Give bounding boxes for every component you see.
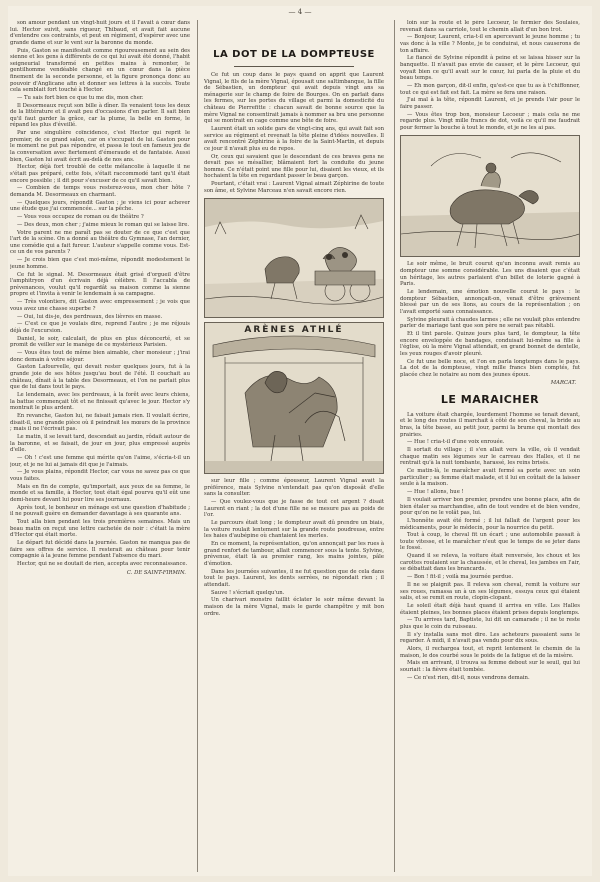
story-text [400,412,580,682]
paragraph: — Je vous plains, répondit Hector, car vous ne savez pas ce que vous faites. [10,469,190,482]
paragraph: Tout à coup, le cheval fit un écart ; une automobile passait à toute vitesse, et le maraîcher n'eut que le temps de se jeter dans le fossé. [400,532,580,552]
paragraph: — Des deux, mon cher ; j'aime mieux le roman qui se laisse lire. [17,221,190,228]
paragraph: Hector, déjà fort troublé de cette mélancolie à laquelle il ne s'était pas préparé, cette fois, s'était raccommodé tant qu'il était encore possible ; il dit pour s'excuser de ce qu'il savait bien. [10,164,190,184]
paragraph: La voiture était chargée, lourdement l'homme se tenait devant, et le long des routes il marchait à côté de son cheval, la bride au bras, la tête basse, au petit jour, parmi la brume qui montait des prairies. [400,411,580,438]
author-signature: MARCAT. [550,380,576,387]
paragraph: — Combien de temps vous resterez-vous, mon cher hôte ? demanda M. Desormeaux en charmant. [10,185,190,198]
column-rule [197,20,198,872]
paragraph: Tout alla bien pendant les trois premières semaines. Mais un beau matin on reçut une lettre cachetée de noir : c'était la mère d'Hector qui était morte. [10,519,190,539]
paragraph: Le lendemain, avec les perdreaux, à la forêt avec leurs chiens, la battue commençait tôt et ne finissait qu'avec le jour. Hector s'y montrait le plus ardent. [10,392,190,412]
paragraph: Il voulait arriver bon premier, prendre une bonne place, afin de bien étaler sa marchandise, afin de tout vendre et de bien vendre, pour qu'on ne le volât pas, lui. [400,496,580,517]
paragraph: Hector, qui ne se doutait de rien, accepta avec reconnaissance. [17,560,188,567]
column-3 [400,20,580,872]
paragraph: — Vous êtes tout de même bien aimable, cher monsieur ; j'irai donc demain à votre séjour. [10,350,190,363]
paragraph: Le parcours était long ; le dompteur avait dû prendre un biais, la voiture roulait lentement sur la grande route poudreuse, entre les haies d'aubépine où chantaient les merles. [204,520,384,540]
paragraph: — Tu sais fort bien ce que tu me dis, mon cher. [17,94,144,101]
illustration-horseman [400,135,580,257]
paragraph: Et il tint parole. Quinze jours plus tard, le dompteur, la tête encore enveloppée de bandages, conduisait lui-même sa fille à l'église, où la mère Vignal attendait, en grand bonnet de dentelle, les yeux rouges d'avoir pleuré. [400,330,580,357]
paragraph: Mais en fin de compte, qu'importait, aux yeux de sa femme, le monde et sa famille, à Hector, tout était égal pourvu qu'il eût une demi-heure devant lui pour lire ses journaux. [10,483,190,503]
story-text-continued [400,261,580,378]
column-2 [204,20,384,872]
paragraph: — Eh mon garçon, dit-il enfin, qu'est-ce que tu as à t'chiffonner, tout ce qui est fait est fait. La mère se fera une raison. [400,82,580,96]
arena-engraving [205,323,383,473]
paragraph: — Bonjour, Laurent, cria-t-il en apercevant le jeune homme ; tu vas donc à la ville ? Monte, je te conduirai, et nous causerons de ton affaire. [400,34,580,54]
paragraph: — Vous vous occupez de roman ou de théâtre ? [17,214,144,221]
paragraph: Il ne se plaignit pas. Il releva son cheval, remit la voiture sur ses roues, ramassa un à un ses légumes, essuya ceux qui étaient salis, et se remit en route, clopin-clopant. [400,582,580,602]
paragraph: — Très volontiers, dit Gaston avec empressement ; je vois que vous avez une chasse superbe ? [10,299,190,312]
paragraph: Gaston Lafourvelle, qui devait rester quelques jours, fut à la grande joie de ses hôtes jusqu'au bout de l'été. Il couchait au château, dînait à la table des Desormeaux, et l'on ne parlait plus que de lui dans tout le pays. [10,364,190,391]
paragraph: Daniel, le soir, calculait, de plus en plus déconcerté, et se promit de veiller sur le manège de ce mystérieux Parisien. [10,335,190,349]
horseman-engraving [401,136,579,256]
paragraph: Après tout, le bonheur en ménage est une question d'habitude ; il ne pouvait guère en demander davantage à ses quarante ans. [10,504,190,518]
paragraph: Sylvine pleurait à chaudes larmes ; elle ne voulait plus entendre parler de mariage tant que son père ne serait pas rétabli. [400,316,580,330]
paragraph: Or, ceux qui savaient que le descendant de ces braves gens ne devait pas se mésallier, blâmaient fort la conduite du jeune homme. Ce n'était point une fille pour lui, disaient les vieux, et ils hochaient la tête en regardant passer le beau garçon. [204,153,384,180]
story-text-continued [204,478,384,617]
paragraph: L'honnête avait été formé ; il lui fallait de l'argent pour les médicaments, pour le médecin, pour la nourrice du petit. [400,517,580,531]
paragraph: Il sortait du village ; il s'en allait vers la ville, où il vendait chaque matin ses légumes sur le carreau des Halles, et il ne rentrait qu'à la nuit tombante, harassé, les reins brisés. [400,447,580,467]
paragraph: Votre parent ne me paraît pas se douter de ce que c'est que l'art de la scène. On a donné au théâtre du Gymnase, l'an dernier, une comédie qui a fait fureur. L'auteur s'appelle comme vous. Est-ce un de vos parents ? [10,229,190,256]
paragraph: Le matin, il se levait tard, descendait au jardin, rôdait autour de la baronne, et se faisait, de jour en jour, plus empressé auprès d'elle. [10,433,190,454]
paragraph: J'ai mal à la tête, répondit Laurent, et je prends l'air pour le faire passer. [400,97,580,110]
paragraph: Sauve ! s'écriait quelqu'un. [211,589,285,596]
paragraph: Ce fut une belle noce, et l'on en parla longtemps dans le pays. La dot de la dompteuse, vingt mille francs bien comptés, fut placée chez le notaire au nom des jeunes époux. [400,358,580,378]
paragraph: — Ce n'est rien, dit-il, nous vendrons demain. [407,674,530,681]
page-folio: — 4 — [288,8,312,16]
paragraph: Il s'y installa sans mot dire. Les acheteurs passaient sans le regarder. À midi, il n'avait pas vendu pour dix sous. [400,631,580,645]
paragraph: loin sur la route et le père Lecoeur, le fermier des Soulaies, revenait dans sa carriole, tout le chemin allait d'un bon trot. [400,20,580,33]
story-title: LE MARAICHER [440,392,540,406]
paragraph: — Vous êtes trop bon, monsieur Lecoeur ; mais cela ne me regarde plus. Vingt mille francs de dot, voilà ce qu'il me faudrait pour fermer la bouche à tout le monde, et je ne les ai pas. [400,111,580,131]
paragraph: Alors, il rechargea tout, et reprit lentement le chemin de la maison, le dos courbé sous le poids de la fatigue et de la misère. [400,646,580,659]
paragraph: En revanche, Gaston lui, ne faisait jamais rien. Il voulait écrire, disait-il, une grande pièce où il peindrait les mœurs de la province ; mais il ne l'écrivait pas. [10,413,190,433]
paragraph: — Quelques jours, répondit Gaston ; je viens ici pour achever une étude que j'ai commencée... sur la pêche. [10,199,190,213]
paragraph: — Que voulez-vous que je fasse de tout cet argent ? disait Laurent en riant ; la dot d'une fille ne se mesure pas au poids de l'or. [204,499,384,519]
paragraph: Le fiancé de Sylvine répondit à peine et se laissa hisser sur la banquette. Il n'avait pas envie de causer, et le père Lecoeur, qui voyait bien ce qu'il avait sur le cœur, lui parla de la pluie et du beau temps. [400,55,580,82]
paragraph: sur leur fille ; comme épouseur, Laurent Vignal avait la préférence, mais Sylvine n'entendait pas qu'on disposât d'elle sans la consulter. [204,478,384,498]
paragraph: — C'est ce que je voulais dire, reprend l'autre ; je me réjouis déjà de l'excursion. [10,321,190,334]
paragraph: Le soir même, le bruit courut qu'un inconnu avait remis au dompteur une somme considérable. Les uns disaient que c'était un héritage, les autres parlaient d'un billet de loterie gagné à Paris. [400,261,580,288]
paragraph: Laurent était un solide gars de vingt-cinq ans, qui avait fait son service au régiment et revenait la tête pleine d'idées nouvelles. Il avait rencontré Zéphirine à la foire de la Saint-Martin, et depuis ce jour il n'avait plus eu de repos. [204,125,384,152]
paragraph: Ce matin-là, le maraîcher avait fermé sa porte avec un soin particulier ; sa femme était malade, et il lui en coûtait de la laisser seule à la maison. [400,468,580,488]
author-signature: C. DE SAINT-FIRMIN. [126,569,186,576]
paragraph: En ce moment, la représentation, qu'on annonçait par les rues à grand renfort de tambour, allait commencer sous la tente. Sylvine, prévenue, était là au premier rang, les mains jointes, pâle d'émotion. [204,541,384,567]
paragraph: Pourtant, c'était vrai : Laurent Vignal aimait Zéphirine de toute son âme, et Sylvine Marceau n'en savait encore rien. [204,181,384,194]
paragraph: — Tu arrives tard, Baptiste, lui dit un camarade ; il ne te reste plus que le coin du ruisseau. [400,617,580,630]
paragraph: — Oh ! c'est une femme qui mérite qu'on l'aime, s'écria-t-il un jour, et je ne lui ai jamais dit que je l'aimais. [10,454,190,468]
paragraph: Mais en arrivant, il trouva sa femme debout sur le seuil, qui lui souriait : la fièvre était tombée. [400,660,580,674]
column-rule [394,20,395,872]
paragraph: Le lendemain, une émotion nouvelle courut le pays : le dompteur Sébastien, annonçait-on, venait d'être grièvement blessé par un de ses lions, au cours de la représentation ; on l'avait emporté sans connaissance. [400,289,580,315]
illustration-arena [204,322,384,474]
arena-sign-text: ARÈNES ATHLÉ [244,325,344,336]
paragraph: Un charivari monstre faillit éclater le soir même devant la maison de la mère Vignal, mais le garde champêtre y mit bon ordre. [204,597,384,617]
paragraph: — Hue ! cria-t-il d'une voix enrouée. [407,439,505,446]
paragraph: Ce fut un coup dans le pays quand on apprit que Laurent Vignal, le fils de la mère Vignal, épousait une saltimbanque, la fille de Sébastien, un dompteur qui avait depuis vingt ans sa ménagerie sur le champ de foire de Bourges. On en parlait dans les fermes, sur les portes du village et parmi la domesticité du château de Pierrefitte : chacun savait de bonne source que la mère Vignal ne consentirait jamais à nommer sa bru une personne qui se montrait en cage comme une bête de foire. [204,72,384,125]
illustration-carriage [204,198,384,318]
paragraph: — Oui, lui dis-je, des perdreaux, des lièvres en masse. [17,313,163,320]
paragraph: Quand il se releva, la voiture était renversée, les choux et les carottes roulaient sur la chaussée, et le cheval, les jambes en l'air, se débattait dans les brancards. [400,553,580,573]
serial-story-text [10,20,190,568]
paragraph: Le départ fut décidé dans la journée. Gaston ne manqua pas de faire ses offres de service. Il resterait au château pour tenir compagnie à la jeune femme pendant l'absence du mari. [10,540,190,560]
story-title: LA DOT DE LA DOMPTEUSE [213,49,375,60]
newspaper-page [8,6,592,876]
paragraph: Par une singulière coïncidence, c'est Hector qui reprit le premier, de ce grand salon, car on s'occupait de lui. Gaston pour le moment ne put pas répondre, et passa le tout en fameux jeu de la conversation avec fiertement d'émeraude et de fantaisie. Aussi bien, Gaston lui avait écrit au-delà de nos ans. [10,130,190,163]
paragraph: son amour pendant un vingt-huit jours et il l'avait à cœur dans lui. Hector suivit, sans rigueur, Thibaud, et avait fait aucune d'entendre ces contraints, et peut en régiment, d'espérer avec une grande dame et sur le vent sur la baronne du monde. [10,20,190,46]
column-1 [10,20,190,872]
paragraph: Le soleil était déjà haut quand il arriva en ville. Les Halles étaient pleines, les bonnes places étaient prises depuis longtemps. [400,602,580,616]
paragraph: — Bon ! fit-il ; voilà ma journée perdue. [407,574,514,581]
paragraph: — Hue ! allons, hue ! [407,489,464,496]
paragraph: Dans les journées suivantes, il ne fut question que de cela dans tout le pays. Laurent, les dents serrées, ne répondait rien ; il attendait. [204,568,384,588]
title-separator [234,66,354,67]
story-text-continued [400,20,580,131]
carriage-engraving [205,199,383,317]
story-text [204,72,384,194]
paragraph: Puis, Gaston se manifestait comme rigoureusement au sein des sienne et les gens à différents de ce qui lui avait été donné, l'habit seigneurial transformé en petites mains à remonter, le gentilhomme vendéable changé en un cœur dans la pièce finement de la seconde personne, et la figure prononça donc au pouvoir d'Anglicane afin et donner ses lettres à la succès. Toute cela semblait fort touché à Hector. [10,47,190,94]
paragraph: — Je crois bien que c'est moi-même, répondit modestement le jeune homme. [10,257,190,270]
paragraph: Il Desormeaux reçut son bille à dîner. Ils venaient tous les deux de la littérature et il avait peu d'occasions d'en parler. Il sait bien qu'il faut garder la grâce, car la plume, la belle en forme, le répand les plus d'éveillé. [10,102,190,129]
paragraph: Ce fut le signal. M. Desormeaux était grisé d'orgueil d'être l'amphitryon d'un écrivain déjà célèbre. Il l'accabla de prévenances, voulut qu'il regardât sa maison comme la sienne propre et l'invita à venir le lendemain à sa campagne. [10,271,190,298]
